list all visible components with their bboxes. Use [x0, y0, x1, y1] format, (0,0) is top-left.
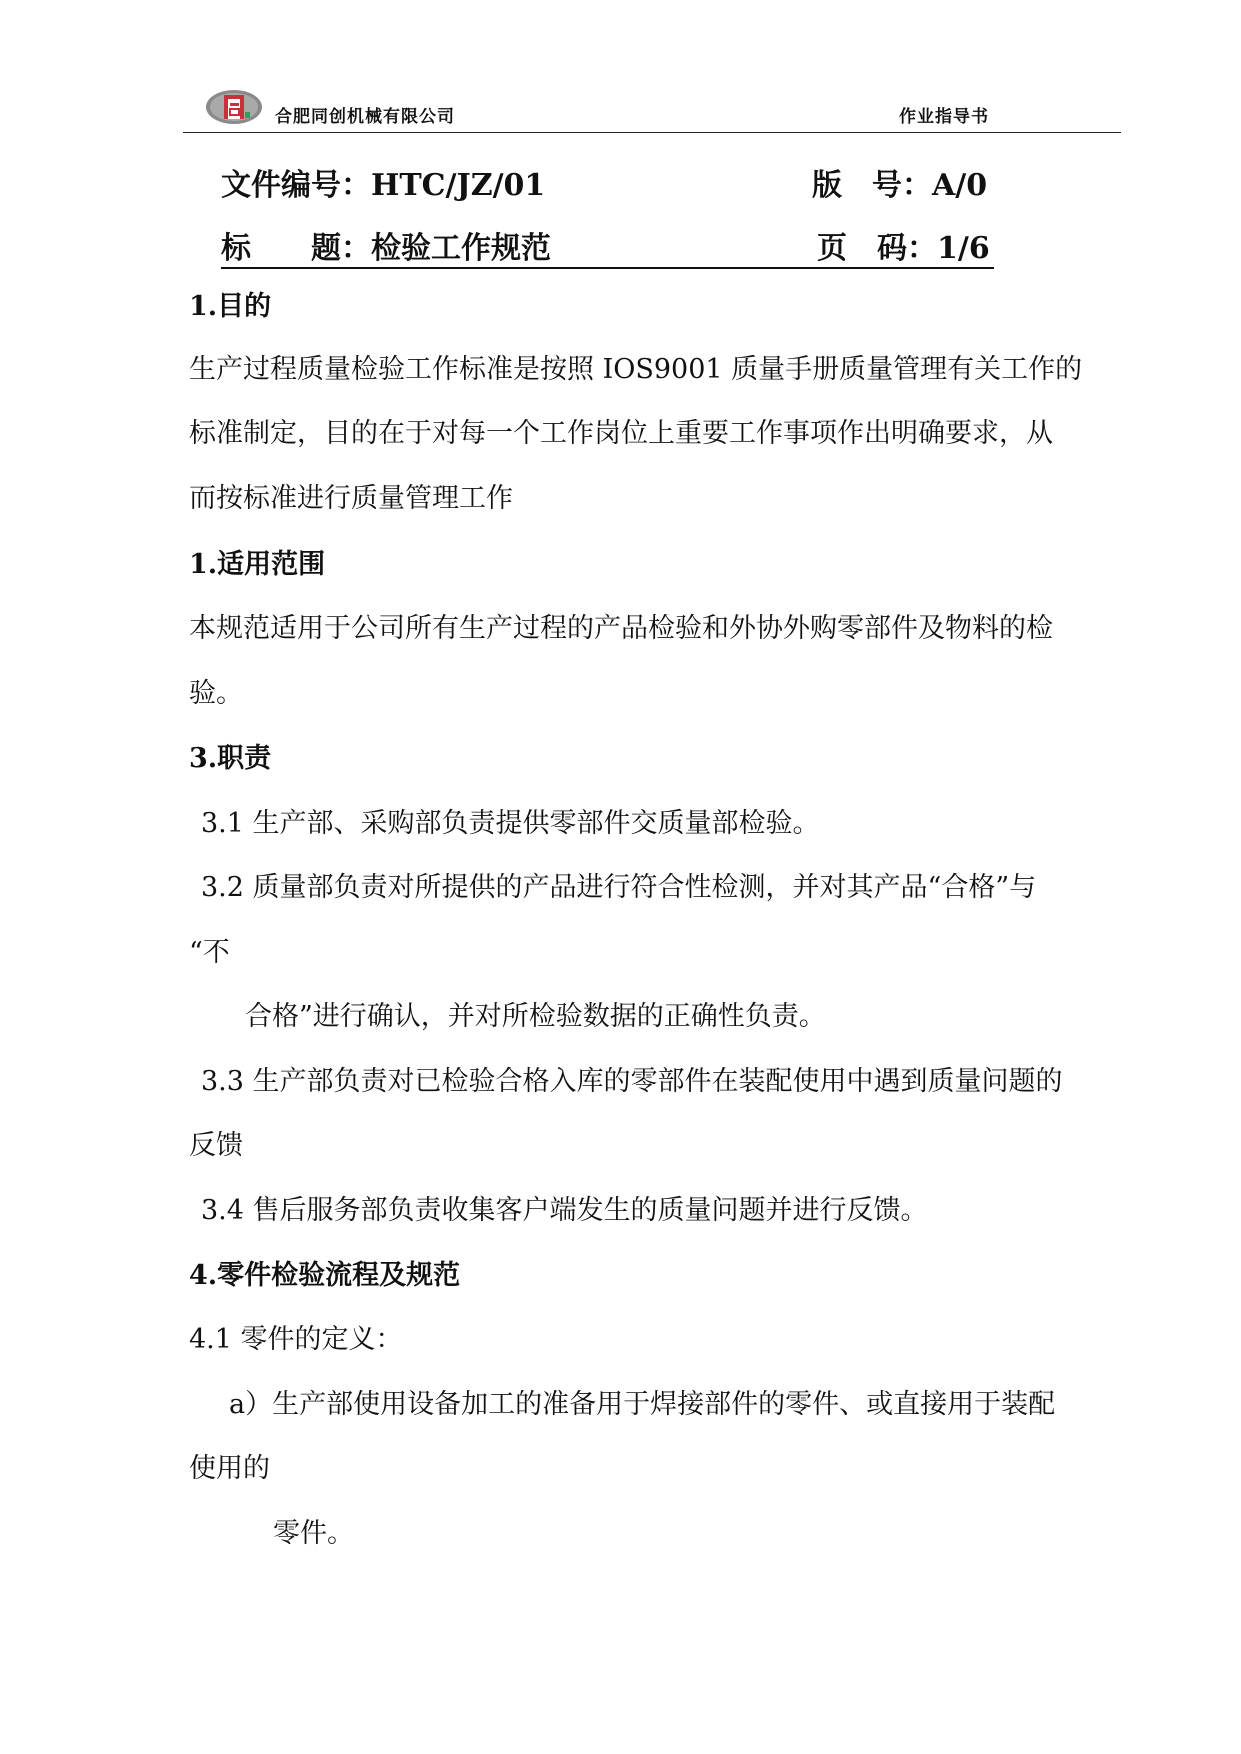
page-code-label: 页 码： — [817, 231, 937, 266]
paragraph-line: 3.1 生产部、采购部负责提供零部件交质量部检验。 — [201, 808, 820, 839]
section-2-heading: 1.适用范围 — [189, 549, 326, 580]
section-4-heading: 4.零件检验流程及规范 — [189, 1260, 461, 1291]
page-code-value: 1/6 — [937, 231, 990, 266]
paragraph-line: a）生产部使用设备加工的准备用于焊接部件的零件、或直接用于装配 — [229, 1389, 1056, 1420]
paragraph-line: 零件。 — [273, 1518, 354, 1549]
paragraph-line: 3.4 售后服务部负责收集客户端发生的质量问题并进行反馈。 — [201, 1195, 928, 1226]
section-1-heading: 1.目的 — [189, 291, 272, 322]
paragraph-line: 生产过程质量检验工作标准是按照 IOS9001 质量手册质量管理有关工作的 — [189, 354, 1083, 385]
company-logo — [205, 88, 263, 126]
version — [812, 168, 987, 204]
version-label: 版 号： — [812, 168, 932, 203]
paragraph-line: 标准制定，目的在于对每一个工作岗位上重要工作事项作出明确要求，从 — [189, 418, 1053, 449]
paragraph-line: 合格”进行确认，并对所检验数据的正确性负责。 — [245, 1001, 826, 1032]
title-value: 检验工作规范 — [371, 231, 551, 266]
paragraph-line: 反馈 — [189, 1130, 243, 1161]
document-title — [221, 231, 551, 267]
paragraph-line: 验。 — [189, 678, 243, 709]
section-3-heading: 3.职责 — [189, 743, 272, 774]
paragraph-line: 本规范适用于公司所有生产过程的产品检验和外协外购零部件及物料的检 — [189, 613, 1053, 644]
paragraph-line: “不 — [189, 937, 230, 968]
file-number — [221, 168, 545, 204]
title-underline — [221, 267, 994, 269]
version-value: A/0 — [932, 168, 988, 203]
paragraph-line: 3.3 生产部负责对已检验合格入库的零部件在装配使用中遇到质量问题的 — [201, 1066, 1063, 1097]
file-number-value: HTC/JZ/01 — [371, 168, 546, 203]
header-divider — [183, 132, 1121, 133]
paragraph-line: 3.2 质量部负责对所提供的产品进行符合性检测，并对其产品“合格”与 — [201, 872, 1037, 903]
paragraph-line: 4.1 零件的定义： — [189, 1324, 403, 1355]
paragraph-line: 而按标准进行质量管理工作 — [189, 483, 513, 514]
document-type: 作业指导书 — [899, 107, 989, 127]
page-code — [817, 231, 990, 267]
paragraph-line: 使用的 — [189, 1453, 270, 1484]
title-label: 标 题： — [221, 231, 371, 266]
page-header — [183, 82, 1121, 134]
file-number-label: 文件编号： — [221, 168, 371, 203]
company-name: 合肥同创机械有限公司 — [275, 107, 455, 127]
